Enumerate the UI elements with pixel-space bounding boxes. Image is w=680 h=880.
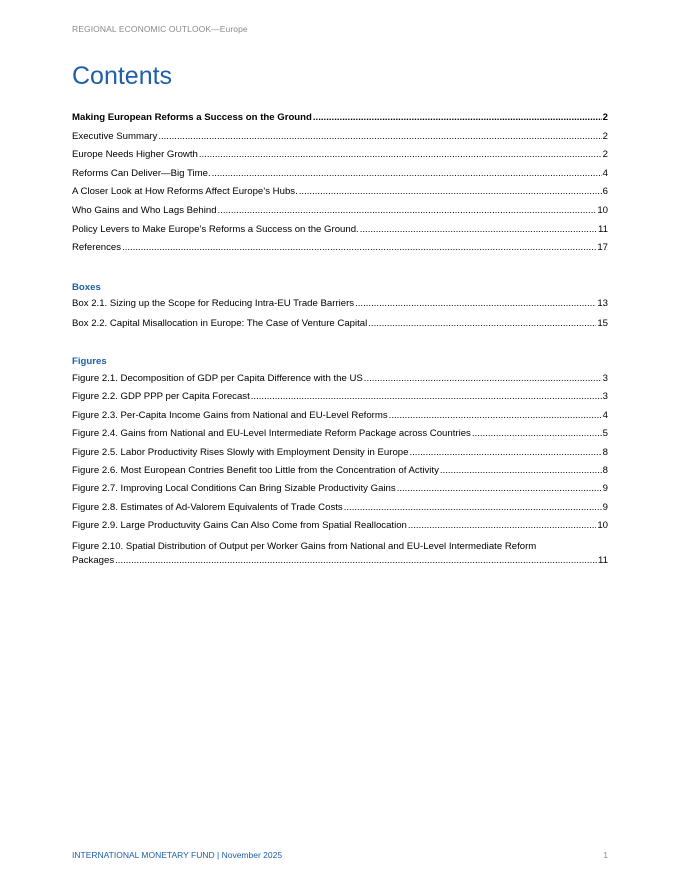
leader-dots [158,131,601,143]
toc-entry-title-line2: Packages [72,554,115,566]
toc-entry-page: 4 [602,409,608,421]
toc-entry-title: Figure 2.6. Most European Contries Benefit too Little from the Concentration of Activity [72,464,439,476]
toc-entry-page: 8 [602,464,608,476]
toc-entry-page: 17 [597,242,608,254]
leader-dots [313,112,602,124]
toc-entry-page: 10 [597,520,608,532]
toc-entry-page: 4 [602,167,608,179]
toc-entry-page: 3 [602,391,608,403]
leader-dots [122,242,596,254]
footer-separator: | [217,850,220,860]
toc-entry[interactable] [72,149,608,161]
toc-entry-title: Figure 2.3. Per-Capita Income Gains from National and EU-Level Reforms [72,409,388,421]
toc-entry[interactable] [72,131,608,143]
toc-entry-title: Figure 2.7. Improving Local Conditions Can Bring Sizable Productivity Gains [72,483,396,495]
toc-entry-title: Figure 2.4. Gains from National and EU-Level Intermediate Reform Package across Countries [72,428,471,440]
toc-entry-page: 3 [602,373,608,384]
toc-entry-title-line1: Figure 2.10. Spatial Distribution of Output per Worker Gains from National and EU-Level Intermediate Reform [72,540,537,552]
toc-entry-page: 2 [602,130,608,142]
toc-entry-page: 2 [602,112,608,123]
footer-publisher: INTERNATIONAL MONETARY FUND [72,850,215,860]
running-header: REGIONAL ECONOMIC OUTLOOK—Europe [72,24,248,34]
toc-entry-title: References [72,242,122,254]
toc-entry[interactable] [72,242,608,254]
toc-entry-title: Who Gains and Who Lags Behind [72,204,217,216]
toc-entry-page: 13 [597,298,608,309]
toc-entry-title: A Closer Look at How Reforms Affect Europe’s Hubs. [72,186,298,198]
leader-dots [368,318,596,330]
toc-entry-title: Box 2.2. Capital Misallocation in Europe: The Case of Venture Capital [72,317,368,329]
toc-entry-title: Figure 2.5. Labor Productivity Rises Slowly with Employment Density in Europe [72,446,409,458]
leader-dots [115,555,597,567]
toc-entry-figure[interactable] [72,373,608,385]
leader-dots [408,520,596,532]
toc-entry[interactable] [72,168,608,180]
toc-entry-page: 15 [597,317,608,329]
toc-entry-box[interactable] [72,298,608,310]
toc-entry-title: Executive Summary [72,130,158,142]
boxes-heading: Boxes [72,282,101,293]
toc-entry-title: Making European Reforms a Success on the Ground [72,112,312,123]
toc-entry-title-line2-row [72,555,608,567]
leader-dots [344,502,602,514]
toc-figures-list [72,373,608,567]
leader-dots [364,373,602,385]
toc-entry-page: 9 [602,483,608,495]
toc-entry-figure[interactable] [72,447,608,459]
footer-date: November 2025 [221,850,283,860]
leader-dots [212,168,602,180]
toc-entry-page: 9 [602,501,608,513]
toc-entry-title: Figure 2.1. Decomposition of GDP per Capita Difference with the US [72,373,363,384]
leader-dots [299,186,602,198]
toc-entry-figure[interactable] [72,391,608,403]
leader-dots [472,428,602,440]
leader-dots [409,447,601,459]
footer-publisher-line [72,850,282,860]
toc-entry-title: Reforms Can Deliver—Big Time. [72,167,211,179]
toc-entry-figure[interactable] [72,465,608,477]
leader-dots [389,410,602,422]
leader-dots [218,205,597,217]
toc-entry-title: Policy Levers to Make Europe’s Reforms a Success on the Ground. [72,223,359,235]
toc-entry-box[interactable] [72,318,608,330]
leader-dots [199,149,602,161]
toc-entry-title: Figure 2.8. Estimates of Ad-Valorem Equivalents of Trade Costs [72,501,343,513]
toc-entry-figure[interactable] [72,483,608,495]
toc-chapter-list [72,112,608,254]
leader-dots [440,465,602,477]
toc-entry-title: Figure 2.9. Large Productuvity Gains Can Also Come from Spatial Reallocation [72,520,407,532]
toc-entry-figure[interactable] [72,539,608,567]
leader-dots [355,298,596,310]
toc-entry-title: Box 2.1. Sizing up the Scope for Reducing Intra-EU Trade Barriers [72,298,355,309]
toc-entry-chapter[interactable] [72,112,608,124]
toc-entry[interactable] [72,205,608,217]
toc-entry-title: Europe Needs Higher Growth [72,149,198,161]
toc-entry-page: 2 [602,149,608,161]
leader-dots [360,224,597,236]
toc-entry-title: Figure 2.2. GDP PPP per Capita Forecast [72,391,250,403]
toc-boxes-list [72,298,608,330]
leader-dots [397,483,602,495]
footer-page-number: 1 [603,850,608,860]
toc-entry-page: 8 [602,446,608,458]
toc-entry-figure[interactable] [72,502,608,514]
toc-entry-figure[interactable] [72,410,608,422]
toc-entry-page: 5 [602,428,608,440]
figures-heading: Figures [72,356,107,367]
toc-entry[interactable] [72,224,608,236]
toc-entry-figure[interactable] [72,428,608,440]
toc-entry-page: 10 [597,204,608,216]
toc-entry-figure[interactable] [72,520,608,532]
toc-entry-page: 6 [602,186,608,198]
leader-dots [251,391,602,403]
toc-entry-page: 11 [598,223,608,235]
page-title: Contents [72,62,173,90]
toc-entry-page: 11 [598,554,608,566]
toc-entry[interactable] [72,186,608,198]
